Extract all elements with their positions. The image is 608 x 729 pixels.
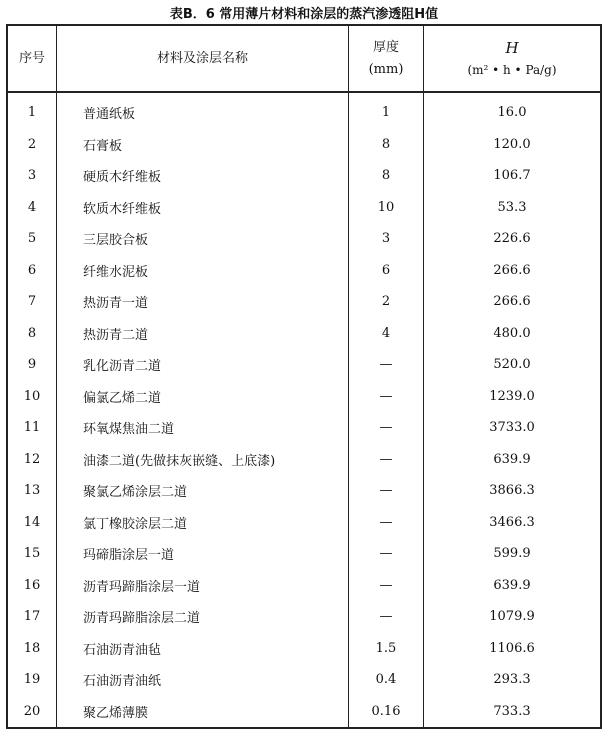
row-name: 玛碲脂涂层一道 — [57, 538, 349, 570]
table-row — [7, 129, 601, 161]
table-row — [7, 475, 601, 507]
row-thickness: 2 — [349, 286, 424, 318]
row-h-value: 599.9 — [493, 546, 531, 562]
table-row — [7, 192, 601, 224]
row-thickness: — — [349, 475, 424, 507]
row-no: 16 — [7, 570, 57, 602]
row-thickness: — — [349, 570, 424, 602]
table-body — [7, 92, 601, 728]
row-no: 1 — [7, 92, 57, 129]
table-row — [7, 633, 601, 665]
row-thickness: 6 — [349, 255, 424, 287]
row-no: 7 — [7, 286, 57, 318]
table-row — [7, 286, 601, 318]
row-h-value: 1079.9 — [489, 609, 535, 625]
table-row — [7, 601, 601, 633]
row-h-value: 53.3 — [497, 199, 527, 215]
row-name: 软质木纤维板 — [57, 192, 349, 224]
row-h-value: 293.3 — [493, 672, 531, 688]
header-thickness — [349, 25, 424, 92]
row-thickness: 4 — [349, 318, 424, 350]
table-row — [7, 318, 601, 350]
row-name: 偏氯乙烯二道 — [57, 381, 349, 413]
table-row — [7, 444, 601, 476]
row-name: 聚氯乙烯涂层二道 — [57, 475, 349, 507]
table-row — [7, 538, 601, 570]
row-thickness: — — [349, 381, 424, 413]
row-h-value: 639.9 — [493, 577, 531, 593]
row-no: 9 — [7, 349, 57, 381]
row-no: 19 — [7, 664, 57, 696]
row-name: 石油沥青油毡 — [57, 633, 349, 665]
row-no: 3 — [7, 160, 57, 192]
table-row — [7, 696, 601, 729]
row-name: 环氧煤焦油二道 — [57, 412, 349, 444]
row-h-value: 1239.0 — [489, 388, 535, 404]
row-h-value: 120.0 — [493, 136, 531, 152]
table-row — [7, 349, 601, 381]
row-thickness: — — [349, 601, 424, 633]
row-h-value: 1106.6 — [489, 640, 535, 656]
table-row — [7, 381, 601, 413]
table-row — [7, 92, 601, 129]
row-name: 三层胶合板 — [57, 223, 349, 255]
row-thickness: 10 — [349, 192, 424, 224]
row-no: 15 — [7, 538, 57, 570]
row-thickness: 0.16 — [349, 696, 424, 729]
row-no: 17 — [7, 601, 57, 633]
row-name: 硬质木纤维板 — [57, 160, 349, 192]
header-h-symbol: H — [505, 38, 519, 57]
row-no: 13 — [7, 475, 57, 507]
row-name: 油漆二道(先做抹灰嵌缝、上底漆) — [57, 444, 349, 476]
header-h — [424, 25, 602, 92]
header-thickness-unit: (mm) — [368, 61, 404, 77]
row-h-value: 3866.3 — [489, 483, 535, 499]
row-name: 石膏板 — [57, 129, 349, 161]
row-no: 8 — [7, 318, 57, 350]
row-thickness: — — [349, 444, 424, 476]
row-no: 20 — [7, 696, 57, 729]
row-thickness: — — [349, 412, 424, 444]
header-name: 材料及涂层名称 — [57, 25, 349, 92]
row-thickness: 8 — [349, 129, 424, 161]
row-h-value: 520.0 — [493, 357, 531, 373]
row-h-value: 266.6 — [493, 294, 531, 310]
row-h-value: 3466.3 — [489, 514, 535, 530]
row-thickness: 1 — [349, 92, 424, 129]
row-no: 11 — [7, 412, 57, 444]
row-name: 石油沥青油纸 — [57, 664, 349, 696]
vapor-resistance-table — [6, 24, 602, 729]
row-name: 纤维水泥板 — [57, 255, 349, 287]
row-name: 热沥青一道 — [57, 286, 349, 318]
row-thickness: — — [349, 538, 424, 570]
row-h-value: 639.9 — [493, 451, 531, 467]
row-h-value: 733.3 — [493, 703, 531, 719]
row-h-value: 106.7 — [493, 168, 531, 184]
row-name: 乳化沥青二道 — [57, 349, 349, 381]
row-no: 14 — [7, 507, 57, 539]
table-row — [7, 412, 601, 444]
row-name: 普通纸板 — [57, 92, 349, 129]
row-no: 2 — [7, 129, 57, 161]
row-no: 5 — [7, 223, 57, 255]
table-row — [7, 255, 601, 287]
row-name: 沥青玛蹄脂涂层一道 — [57, 570, 349, 602]
header-thickness-label: 厚度 — [372, 39, 399, 55]
row-name: 氯丁橡胶涂层二道 — [57, 507, 349, 539]
row-h-value: 16.0 — [497, 105, 527, 121]
row-thickness: 8 — [349, 160, 424, 192]
row-thickness: 3 — [349, 223, 424, 255]
table-row — [7, 507, 601, 539]
row-thickness: 1.5 — [349, 633, 424, 665]
header-no: 序号 — [7, 25, 57, 92]
row-h-value: 226.6 — [493, 231, 531, 247]
header-h-unit: (m² • h • Pa/g) — [467, 62, 557, 77]
row-h-value: 266.6 — [493, 262, 531, 278]
table-row — [7, 570, 601, 602]
row-name: 热沥青二道 — [57, 318, 349, 350]
row-no: 12 — [7, 444, 57, 476]
row-no: 4 — [7, 192, 57, 224]
row-thickness: — — [349, 507, 424, 539]
row-no: 6 — [7, 255, 57, 287]
table-row — [7, 160, 601, 192]
table-caption: 表B．6 常用薄片材料和涂层的蒸汽渗透阻H值 — [169, 7, 439, 22]
row-no: 18 — [7, 633, 57, 665]
row-no: 10 — [7, 381, 57, 413]
row-h-value: 3733.0 — [489, 420, 535, 436]
header-row — [7, 25, 601, 92]
row-name: 沥青玛蹄脂涂层二道 — [57, 601, 349, 633]
row-name: 聚乙烯薄膜 — [57, 696, 349, 729]
row-h-value: 480.0 — [493, 325, 531, 341]
table-row — [7, 664, 601, 696]
row-thickness: 0.4 — [349, 664, 424, 696]
row-thickness: — — [349, 349, 424, 381]
table-row — [7, 223, 601, 255]
